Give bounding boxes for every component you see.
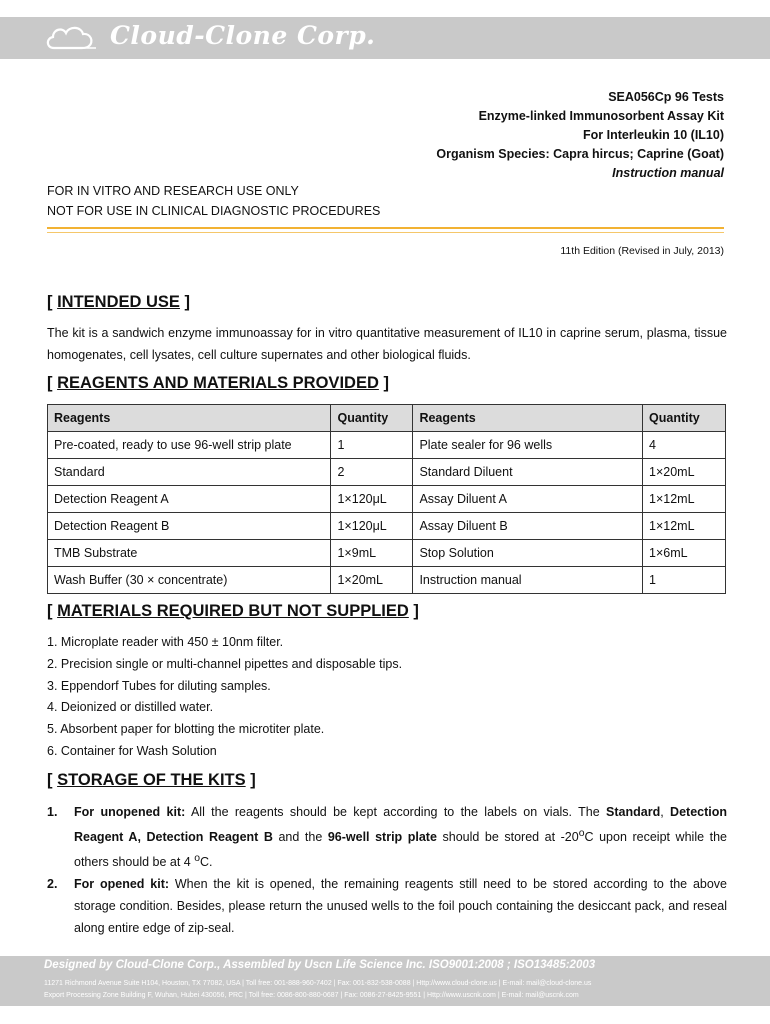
kit-target: For Interleukin 10 (IL10) [582,128,724,142]
table-cell: 2 [331,459,413,486]
table-cell: 1×20mL [331,567,413,594]
list-item: 5. Absorbent paper for blotting the microtiter plate. [47,722,325,737]
manual-label: Instruction manual [612,166,724,180]
column-header: Reagents [413,405,643,432]
table-cell: 1×20mL [643,459,726,486]
table-cell: 1×6mL [643,540,726,567]
column-header: Quantity [643,405,726,432]
table-cell: Assay Diluent A [413,486,643,513]
storage-list [47,801,727,939]
table-cell: TMB Substrate [48,540,331,567]
footer-address-cn: Export Processing Zone Building F, Wuhan, Hubei 430056, PRC | Toll free: 0086-800-880-0687 | Fax: 0086-27-8425-9551 | Http://www.uscnk.com | E-mail: mail@uscnk.com [44,992,579,999]
catalog-number: SEA056Cp 96 Tests [608,90,724,104]
company-logo-text: Cloud-Clone Corp. [110,21,376,50]
materials-required-heading: [ MATERIALS REQUIRED BUT NOT SUPPLIED ] [47,602,419,620]
materials-list [47,632,402,763]
table-row [48,540,726,567]
divider-line [47,227,724,229]
list-item: 2. Precision single or multi-channel pipettes and disposable tips. [47,656,403,671]
use-notice [47,182,380,221]
storage-item-opened: 2. For opened kit: When the kit is opened, the remaining reagents still need to be stored according to the above storage condition. Besides, please return the unused wells to the foil pouch containing the desiccant pack, and reseal along entire edge of zip-seal. [47,873,727,939]
table-cell: Standard [48,459,331,486]
research-use-line: FOR IN VITRO AND RESEARCH USE ONLY [47,184,299,198]
table-cell: 1×12mL [643,486,726,513]
table-cell: Standard Diluent [413,459,643,486]
table-cell: 1 [331,432,413,459]
list-item: 4. Deionized or distilled water. [47,700,214,715]
footer-bar [0,956,770,1006]
kit-type: Enzyme-linked Immunosorbent Assay Kit [478,109,724,123]
intended-use-heading: [ INTENDED USE ] [47,293,191,311]
edition-note: 11th Edition (Revised in July, 2013) [560,245,724,257]
list-item: 3. Eppendorf Tubes for diluting samples. [47,678,271,693]
title-block [436,88,724,183]
cloud-logo-icon [44,22,100,54]
table-header-row [48,405,726,432]
table-cell: 4 [643,432,726,459]
column-header: Reagents [48,405,331,432]
table-cell: Detection Reagent B [48,513,331,540]
storage-heading: [ STORAGE OF THE KITS ] [47,771,256,789]
table-cell: Stop Solution [413,540,643,567]
table-row [48,513,726,540]
table-row [48,567,726,594]
list-item: 1. Microplate reader with 450 ± 10nm filter. [47,635,284,649]
clinical-notice-line: NOT FOR USE IN CLINICAL DIAGNOSTIC PROCEDURES [47,203,381,218]
table-cell: 1×12mL [643,513,726,540]
table-cell: 1×120μL [331,486,413,513]
organism-species: Organism Species: Capra hircus; Caprine (Goat) [436,147,724,161]
list-item: 6. Container for Wash Solution [47,743,217,758]
item-number: 2. [47,877,58,892]
footer-credits: Designed by Cloud-Clone Corp., Assembled by Uscn Life Science Inc. ISO9001:2008 ; ISO13485:2003 [44,959,596,971]
reagents-table [47,404,726,594]
item-number: 1. [47,805,58,819]
table-cell: 1×9mL [331,540,413,567]
table-cell: 1 [643,567,726,594]
table-cell: 1×120μL [331,513,413,540]
intended-use-text: The kit is a sandwich enzyme immunoassay for in vitro quantitative measurement of IL10 in caprine serum, plasma, tissue homogenates, cell lysates, cell culture supernates and other biological fluids. [47,326,727,362]
header-bar [0,17,770,59]
divider-line-thin [47,232,724,233]
reagents-heading: [ REAGENTS AND MATERIALS PROVIDED ] [47,374,389,392]
table-cell: Instruction manual [413,567,643,594]
table-row [48,486,726,513]
table-cell: Wash Buffer (30 × concentrate) [48,567,331,594]
storage-item-unopened: 1. For unopened kit: All the reagents should be kept according to the labels on vials. The Standard, Detection Reagent A, Detection Reagent B and the 96-well strip plate should be stored at -20$^o$C upon receipt while the others should be at 4 $^o$C. [47,801,727,873]
table-cell: Detection Reagent A [48,486,331,513]
table-cell: Assay Diluent B [413,513,643,540]
table-cell: Plate sealer for 96 wells [413,432,643,459]
footer-address-us: 11271 Richmond Avenue Suite H104, Houston, TX 77082, USA | Toll free: 001-888-960-7402 | Fax: 001-832-538-0088 | Http://www.cloud-clone.us | E-mail: mail@cloud-clone.us [44,980,592,987]
table-row [48,432,726,459]
column-header: Quantity [331,405,413,432]
table-row [48,459,726,486]
table-cell: Pre-coated, ready to use 96-well strip plate [48,432,331,459]
